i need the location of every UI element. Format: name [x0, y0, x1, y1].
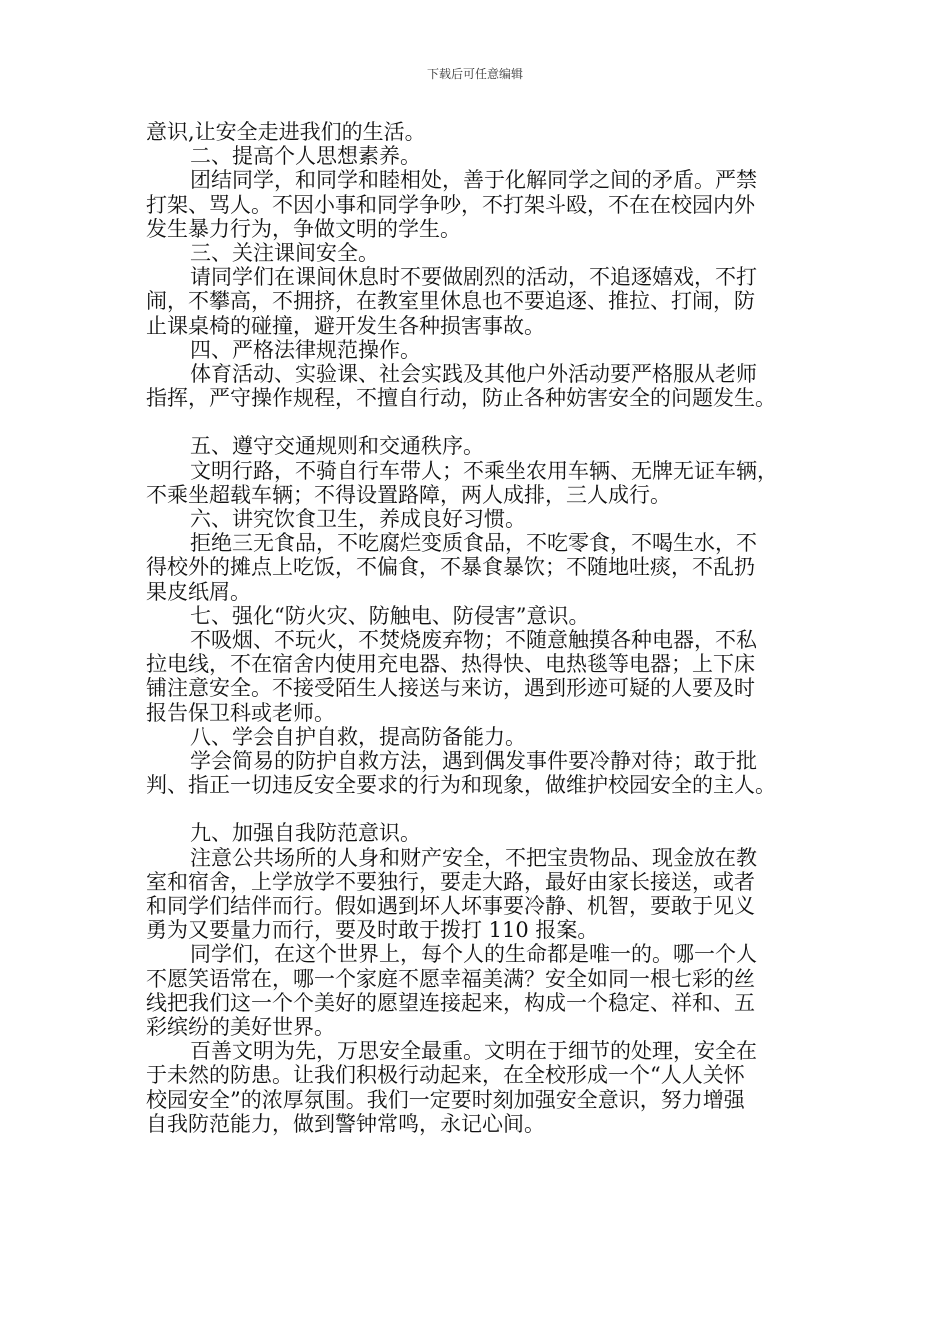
text-line: 同学们，在这个世界上，每个人的生命都是唯一的。哪一个人 — [190, 942, 757, 967]
text-line: 四、严格法律规范操作。 — [190, 337, 421, 362]
text-line: 果皮纸屑。 — [146, 579, 251, 604]
text-line: 不乘坐超载车辆；不得设置路障，两人成排，三人成行。 — [146, 482, 671, 507]
text-line: 拒绝三无食品，不吃腐烂变质食品，不吃零食，不喝生水，不 — [190, 531, 757, 556]
text-line: 注意公共场所的人身和财产安全，不把宝贵物品、现金放在教 — [190, 845, 757, 870]
text-line: 勇为又要量力而行，要及时敢于拨打 110 报案。 — [146, 918, 599, 943]
text-line: 八、学会自护自救，提高防备能力。 — [190, 724, 526, 749]
text-line: 发生暴力行为，争做文明的学生。 — [146, 216, 461, 241]
text-line: 七、强化“防火灾、防触电、防侵害”意识。 — [190, 603, 590, 628]
page-header — [0, 66, 950, 82]
text-line: 闹，不攀高，不拥挤，在教室里休息也不要追逐、推拉、打闹，防 — [146, 289, 755, 314]
text-line: 线把我们这一个个美好的愿望连接起来，构成一个稳定、祥和、五 — [146, 990, 755, 1015]
text-line: 团结同学，和同学和睦相处，善于化解同学之间的矛盾。严禁 — [190, 168, 757, 193]
text-line: 九、加强自我防范意识。 — [190, 821, 421, 846]
text-line: 不愿笑语常在，哪一个家庭不愿幸福美满？安全如同一根七彩的丝 — [146, 966, 755, 991]
text-line: 报告保卫科或老师。 — [146, 700, 335, 725]
text-line: 学会简易的防护自救方法，遇到偶发事件要冷静对待；敢于批 — [190, 748, 757, 773]
text-line: 三、关注课间安全。 — [190, 240, 379, 265]
text-line: 止课桌椅的碰撞，避开发生各种损害事故。 — [146, 313, 545, 338]
text-line: 六、讲究饮食卫生，养成良好习惯。 — [190, 507, 526, 531]
blank-line — [146, 410, 824, 434]
text-line: 五、遵守交通规则和交通秩序。 — [190, 434, 484, 459]
text-line: 体育活动、实验课、社会实践及其他户外活动要严格服从老师 — [190, 361, 757, 386]
text-line: 二、提高个人思想素养。 — [190, 144, 421, 169]
text-line: 室和宿舍，上学放学不要独行，要走大路，最好由家长接送，或者 — [146, 869, 755, 894]
text-line: 意识,让安全走进我们的生活。 — [146, 120, 426, 144]
text-line: 于未然的防患。让我们积极行动起来，在全校形成一个“人人关怀 — [146, 1063, 745, 1088]
text-line: 不吸烟、不玩火，不焚烧废弃物；不随意触摸各种电器，不私 — [190, 627, 757, 652]
text-line: 得校外的摊点上吃饭，不偏食，不暴食暴饮；不随地吐痰，不乱扔 — [146, 555, 755, 580]
text-line: 彩缤纷的美好世界。 — [146, 1014, 335, 1039]
blank-line — [146, 797, 824, 821]
text-line: 校园安全”的浓厚氛围。我们一定要时刻加强安全意识，努力增强 — [146, 1087, 745, 1112]
text-line: 打架、骂人。不因小事和同学争吵，不打架斗殴，不在在校园内外 — [146, 192, 755, 217]
text-line: 请同学们在课间休息时不要做剧烈的活动，不追逐嬉戏，不打 — [190, 265, 757, 290]
text-line: 自我防范能力，做到警钟常鸣，永记心间。 — [146, 1111, 545, 1136]
text-line: 和同学们结伴而行。假如遇到坏人坏事要冷静、机智，要敢于见义 — [146, 894, 755, 918]
text-line: 文明行路，不骑自行车带人；不乘坐农用车辆、无牌无证车辆， — [190, 458, 778, 483]
text-line: 百善文明为先，万思安全最重。文明在于细节的处理，安全在 — [190, 1039, 757, 1064]
text-line: 铺注意安全。不接受陌生人接送与来访，遇到形迹可疑的人要及时 — [146, 676, 755, 701]
text-line: 拉电线，不在宿舍内使用充电器、热得快、电热毯等电器；上下床 — [146, 652, 755, 677]
header-note: 下载后可任意编辑 — [426, 67, 523, 81]
document-body — [146, 120, 824, 1136]
text-line: 指挥，严守操作规程，不擅自行动，防止各种妨害安全的问题发生。 — [146, 386, 776, 411]
text-line: 判、指正一切违反安全要求的行为和现象，做维护校园安全的主人。 — [146, 773, 776, 798]
